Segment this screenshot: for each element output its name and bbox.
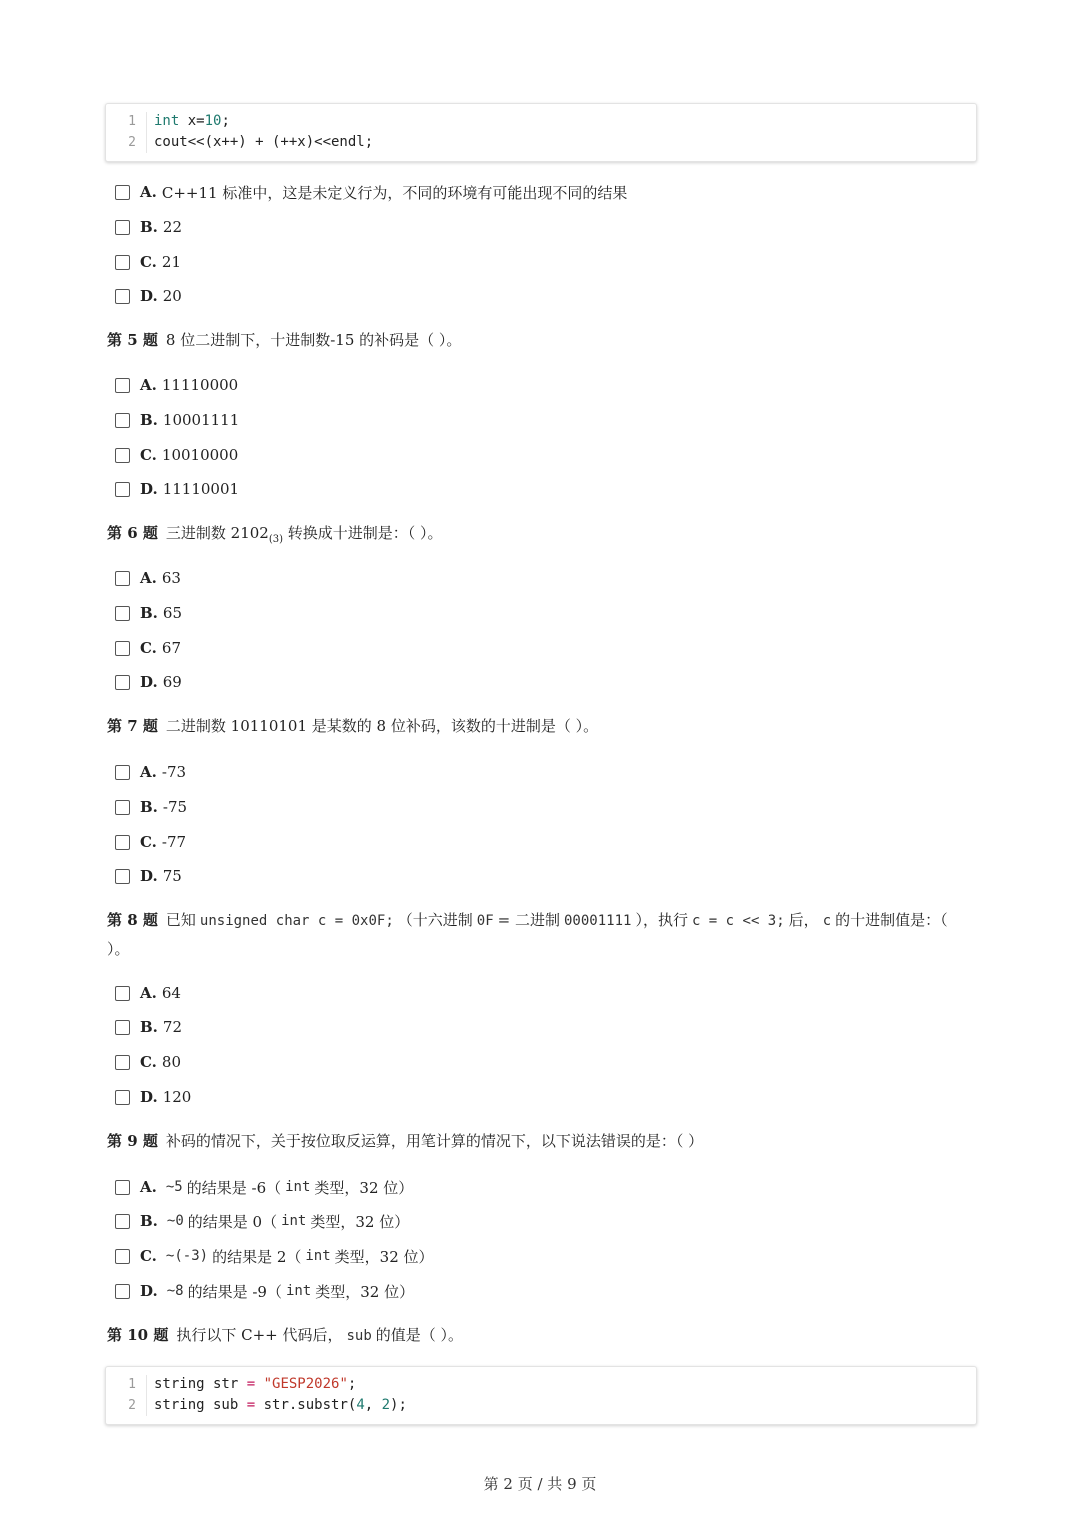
question-text: 补码的情况下，关于按位取反运算，用笔计算的情况下，以下说法错误的是：（ ） — [165, 1132, 704, 1150]
q8-option-d[interactable]: D. 120 — [115, 1085, 191, 1109]
checkbox[interactable] — [115, 1284, 130, 1299]
q9-option-a[interactable]: A. ~5 的结果是 -6（ int 类型，32 位） — [115, 1175, 413, 1199]
page-footer: 第 2 页 / 共 9 页 — [483, 1475, 597, 1493]
line-number: 2 — [128, 135, 136, 150]
inline-code: c — [822, 913, 832, 929]
checkbox[interactable] — [115, 869, 130, 884]
question-number: 第 6 题 — [107, 524, 158, 542]
code-line — [106, 1395, 976, 1416]
q7-option-c[interactable]: C. -77 — [115, 830, 186, 854]
q6-option-b[interactable]: B. 65 — [115, 601, 182, 625]
checkbox[interactable] — [115, 641, 130, 656]
q6-option-d[interactable]: D. 69 — [115, 670, 182, 694]
inline-code: ~0 — [166, 1213, 184, 1229]
inline-code: int — [305, 1248, 331, 1264]
code-text: string sub = str.substr(4, 2); — [154, 1397, 407, 1413]
checkbox[interactable] — [115, 378, 130, 393]
code-text: string str = "GESP2026"; — [154, 1376, 357, 1392]
question-8: 第 8 题 已知 unsigned char c = 0x0F; （十六进制 0F = 二进制 00001111 ），执行 c = c << 3; 后， c 的十进制值是：（ ）。 — [107, 911, 948, 958]
q8-option-c[interactable]: C. 80 — [115, 1050, 181, 1074]
checkbox[interactable] — [115, 675, 130, 690]
q8-option-b[interactable]: B. 72 — [115, 1015, 182, 1039]
checkbox[interactable] — [115, 255, 130, 270]
checkbox[interactable] — [115, 1180, 130, 1195]
question-number: 第 5 题 — [107, 331, 158, 349]
inline-code: ~5 — [165, 1179, 183, 1195]
inline-code: int — [281, 1213, 307, 1229]
q9-option-b[interactable]: B. ~0 的结果是 0（ int 类型，32 位） — [115, 1209, 409, 1233]
checkbox[interactable] — [115, 1090, 130, 1105]
subscript: (3) — [268, 534, 284, 545]
question-text: 二进制数 10110101 是某数的 8 位补码，该数的十进制是（ ）。 — [165, 717, 599, 735]
inline-code: sub — [346, 1328, 372, 1344]
code-line — [106, 132, 976, 153]
q6-option-c[interactable]: C. 67 — [115, 636, 181, 660]
code-block-2 — [105, 1366, 977, 1425]
question-5 — [107, 326, 972, 354]
code-block-1 — [105, 103, 977, 162]
q7-option-b[interactable]: B. -75 — [115, 795, 187, 819]
checkbox[interactable] — [115, 482, 130, 497]
q5-option-a[interactable]: A. 11110000 — [115, 373, 238, 397]
checkbox[interactable] — [115, 185, 130, 200]
checkbox[interactable] — [115, 835, 130, 850]
q5-option-d[interactable]: D. 11110001 — [115, 477, 239, 501]
checkbox[interactable] — [115, 765, 130, 780]
q4-option-c[interactable]: C. 21 — [115, 250, 181, 274]
q4-option-b[interactable]: B. 22 — [115, 215, 182, 239]
checkbox[interactable] — [115, 986, 130, 1001]
q9-option-c[interactable]: C. ~(-3) 的结果是 2（ int 类型，32 位） — [115, 1244, 434, 1268]
checkbox[interactable] — [115, 413, 130, 428]
q4-option-d[interactable]: D. 20 — [115, 284, 182, 308]
question-7 — [107, 712, 972, 740]
checkbox[interactable] — [115, 606, 130, 621]
line-number: 1 — [128, 1377, 136, 1392]
question-text: 转换成十进制是：（ ）。 — [283, 524, 443, 542]
inline-code: 00001111 — [564, 913, 632, 929]
code-text: cout<<(x++) + (++x)<<endl; — [154, 134, 374, 150]
question-6 — [107, 519, 972, 554]
question-text: 三进制数 2102 — [165, 524, 269, 542]
inline-code: int — [285, 1283, 312, 1299]
q7-option-d[interactable]: D. 75 — [115, 864, 182, 888]
checkbox[interactable] — [115, 220, 130, 235]
q4-option-a[interactable]: A. C++11 标准中，这是未定义行为，不同的环境有可能出现不同的结果 — [115, 180, 627, 204]
question-10: 第 10 题 执行以下 C++ 代码后， sub 的值是（ ）。 — [107, 1326, 464, 1344]
line-number: 1 — [128, 114, 136, 129]
code-text: int x=10; — [154, 113, 230, 129]
checkbox[interactable] — [115, 1214, 130, 1229]
inline-code: int — [285, 1179, 311, 1195]
q8-option-a[interactable]: A. 64 — [115, 981, 181, 1005]
question-number: 第 10 题 — [107, 1326, 169, 1344]
checkbox[interactable] — [115, 1020, 130, 1035]
checkbox[interactable] — [115, 1249, 130, 1264]
code-line — [106, 111, 976, 132]
line-number: 2 — [128, 1398, 136, 1413]
q7-option-a[interactable]: A. -73 — [115, 760, 186, 784]
checkbox[interactable] — [115, 571, 130, 586]
inline-code: ~8 — [166, 1283, 184, 1299]
q5-option-b[interactable]: B. 10001111 — [115, 408, 239, 432]
question-number: 第 8 题 — [107, 911, 158, 929]
inline-code: ~(-3) — [165, 1248, 209, 1264]
code-line — [106, 1374, 976, 1395]
checkbox[interactable] — [115, 289, 130, 304]
question-9 — [107, 1127, 972, 1155]
question-number: 第 9 题 — [107, 1132, 158, 1150]
question-text: 8 位二进制下，十进制数-15 的补码是（ ）。 — [165, 331, 462, 349]
q9-option-d[interactable]: D. ~8 的结果是 -9（ int 类型，32 位） — [115, 1279, 414, 1303]
q6-option-a[interactable]: A. 63 — [115, 566, 181, 590]
checkbox[interactable] — [115, 1055, 130, 1070]
question-number: 第 7 题 — [107, 717, 158, 735]
checkbox[interactable] — [115, 448, 130, 463]
checkbox[interactable] — [115, 800, 130, 815]
q5-option-c[interactable]: C. 10010000 — [115, 443, 238, 467]
inline-code: unsigned char c = 0x0F; — [199, 913, 394, 929]
inline-code: c = c << 3; — [691, 913, 785, 929]
inline-code: 0F — [476, 913, 494, 929]
